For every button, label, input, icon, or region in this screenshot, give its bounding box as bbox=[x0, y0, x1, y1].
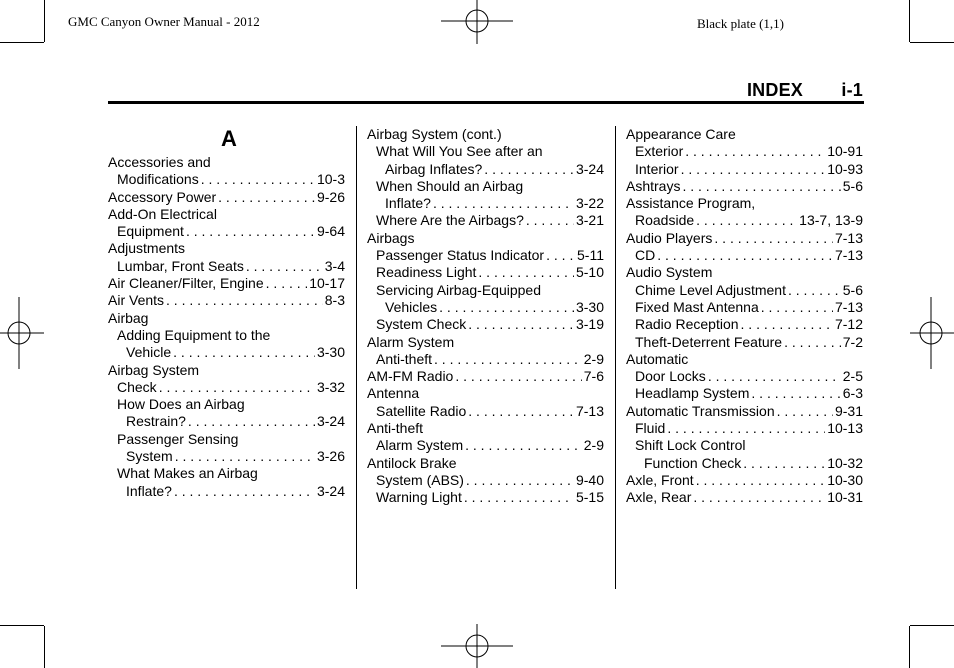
index-entry bbox=[367, 195, 604, 212]
page-number: i-1 bbox=[841, 80, 863, 100]
index-entry bbox=[367, 385, 604, 402]
index-entry-page-ref[interactable]: 7-13 bbox=[834, 229, 863, 246]
crop-mark bbox=[910, 42, 954, 43]
index-letter-heading: A bbox=[221, 126, 237, 151]
index-entry bbox=[626, 126, 863, 143]
index-entry-term: Anti-theft bbox=[367, 420, 424, 437]
index-entry-term: Automatic Transmission bbox=[626, 402, 775, 419]
index-entry-page-ref[interactable]: 3-24 bbox=[316, 413, 345, 430]
index-entry bbox=[108, 258, 345, 275]
index-entry-term: Airbag bbox=[108, 309, 149, 326]
index-entry-term: Check bbox=[117, 378, 157, 395]
dot-leader bbox=[788, 282, 841, 299]
index-entry-term: Accessory Power bbox=[108, 188, 217, 205]
index-entry-term: Adding Equipment to the bbox=[117, 326, 271, 343]
index-entry bbox=[626, 368, 863, 385]
index-entry bbox=[626, 264, 863, 281]
index-entry bbox=[626, 437, 863, 454]
index-entry-page-ref[interactable]: 3-22 bbox=[575, 195, 604, 212]
index-entry-page-ref[interactable]: 13-7, 13-9 bbox=[799, 212, 863, 229]
dot-leader bbox=[464, 489, 574, 506]
index-entry-term: What Will You See after an bbox=[376, 143, 543, 160]
registration-mark-icon bbox=[441, 0, 513, 44]
index-entry bbox=[108, 396, 345, 413]
index-entry bbox=[367, 264, 604, 281]
index-entry-page-ref[interactable]: 7-13 bbox=[834, 298, 863, 315]
registration-mark-icon bbox=[910, 297, 954, 369]
index-entry-page-ref[interactable]: 3-24 bbox=[316, 482, 345, 499]
index-entry-page-ref[interactable]: 7-6 bbox=[583, 368, 604, 385]
index-entry-term: Function Check bbox=[644, 454, 742, 471]
index-entry-term: Alarm System bbox=[376, 437, 464, 454]
dot-leader bbox=[433, 195, 574, 212]
index-entry-term: Accessories and bbox=[108, 154, 211, 170]
index-entry-term: Servicing Airbag-Equipped bbox=[376, 281, 541, 298]
index-entry-page-ref[interactable]: 10-13 bbox=[827, 420, 863, 437]
index-entry bbox=[626, 403, 863, 420]
index-entry-term: Audio System bbox=[626, 264, 713, 281]
dot-leader bbox=[466, 472, 574, 489]
index-entry-term: Satellite Radio bbox=[376, 402, 467, 419]
index-entry-term: Interior bbox=[635, 160, 679, 177]
index-entry-term: Fluid bbox=[635, 420, 666, 437]
dot-leader bbox=[434, 351, 582, 368]
index-entry-term: Passenger Status Indicator bbox=[376, 247, 545, 264]
index-entry bbox=[108, 327, 345, 344]
index-entry bbox=[367, 178, 604, 195]
index-entry-term: Alarm System bbox=[367, 333, 455, 350]
index-entry-page-ref[interactable]: 10-17 bbox=[309, 275, 345, 292]
index-entry bbox=[108, 292, 345, 309]
index-entry-page-ref[interactable]: 3-21 bbox=[575, 212, 604, 229]
index-entry-term: Fixed Mast Antenna bbox=[635, 298, 759, 315]
index-entry bbox=[108, 431, 345, 448]
index-entry bbox=[626, 230, 863, 247]
index-entry-term: Airbag Inflates? bbox=[385, 160, 483, 177]
index-entry-term: Headlamp System bbox=[635, 385, 750, 402]
index-entry bbox=[367, 316, 604, 333]
index-entry-page-ref[interactable]: 8-3 bbox=[324, 292, 345, 309]
index-entry bbox=[626, 143, 863, 160]
index-entry bbox=[626, 299, 863, 316]
index-entry-term: Modifications bbox=[117, 171, 199, 188]
index-entry bbox=[108, 223, 345, 240]
index-entry bbox=[367, 420, 604, 437]
index-entry-page-ref[interactable]: 3-19 bbox=[575, 316, 604, 333]
dot-leader bbox=[484, 161, 574, 178]
index-entry-page-ref[interactable]: 10-3 bbox=[316, 171, 345, 188]
dot-leader bbox=[175, 448, 315, 465]
index-entry bbox=[367, 437, 604, 454]
index-entry-term: Warning Light bbox=[376, 489, 462, 506]
index-entry-term: Equipment bbox=[117, 223, 184, 240]
dot-leader bbox=[696, 472, 825, 489]
index-entry bbox=[108, 483, 345, 500]
dot-leader bbox=[266, 275, 308, 292]
index-entry-term: Assistance Program, bbox=[626, 195, 756, 212]
index-entry bbox=[626, 247, 863, 264]
index-entry-term: Readiness Light bbox=[376, 264, 477, 281]
dot-leader bbox=[714, 230, 833, 247]
column-divider bbox=[615, 126, 616, 589]
index-entry bbox=[108, 240, 345, 257]
index-entry bbox=[626, 212, 863, 229]
index-entry-term: Vehicles bbox=[385, 298, 438, 315]
dot-leader bbox=[468, 403, 574, 420]
dot-leader bbox=[657, 247, 833, 264]
index-entry-term: When Should an Airbag bbox=[376, 177, 524, 194]
index-entry-term: Axle, Rear bbox=[626, 489, 692, 506]
index-entry bbox=[626, 351, 863, 368]
index-entry-page-ref[interactable]: 3-30 bbox=[575, 298, 604, 315]
dot-leader bbox=[166, 292, 323, 309]
index-column-2 bbox=[367, 126, 604, 507]
index-entry-term: Vehicle bbox=[126, 344, 172, 361]
registration-mark-icon bbox=[0, 297, 44, 369]
index-entry-term: Antilock Brake bbox=[367, 454, 457, 471]
index-entry bbox=[108, 344, 345, 361]
index-entry-page-ref[interactable]: 3-26 bbox=[316, 448, 345, 465]
index-entry-term: Air Cleaner/Filter, Engine bbox=[108, 275, 264, 292]
index-entry-page-ref[interactable]: 10-32 bbox=[827, 454, 863, 471]
index-entry-page-ref[interactable]: 5-10 bbox=[575, 264, 604, 281]
index-entry bbox=[367, 161, 604, 178]
index-entry-page-ref[interactable]: 10-31 bbox=[827, 489, 863, 506]
index-entry-page-ref[interactable]: 7-12 bbox=[834, 316, 863, 333]
index-entry-page-ref[interactable]: 3-4 bbox=[324, 257, 345, 274]
index-entry bbox=[108, 171, 345, 188]
index-entry-page-ref[interactable]: 2-9 bbox=[583, 350, 604, 367]
section-title: INDEX bbox=[746, 80, 803, 100]
dot-leader bbox=[743, 455, 825, 472]
index-entry-term: System Check bbox=[376, 316, 467, 333]
registration-mark-icon bbox=[441, 624, 513, 668]
index-entry-term: Lumbar, Front Seats bbox=[117, 257, 244, 274]
dot-leader bbox=[455, 368, 581, 385]
index-column-3 bbox=[626, 126, 863, 507]
index-entry-term: Exterior bbox=[635, 143, 684, 160]
index-entry bbox=[626, 282, 863, 299]
dot-leader bbox=[708, 368, 841, 385]
dot-leader bbox=[667, 420, 825, 437]
crop-mark bbox=[0, 42, 44, 43]
index-entry-term: Restrain? bbox=[126, 413, 186, 430]
index-column-1 bbox=[108, 126, 345, 500]
index-entry bbox=[108, 275, 345, 292]
index-entry bbox=[367, 489, 604, 506]
index-entry-page-ref[interactable]: 5-6 bbox=[842, 281, 863, 298]
index-entry-term: Appearance Care bbox=[626, 126, 736, 142]
dot-leader bbox=[693, 489, 825, 506]
index-entry-term: System bbox=[126, 448, 173, 465]
index-entry-term: Antenna bbox=[367, 385, 420, 402]
index-entry-term: Roadside bbox=[635, 212, 695, 229]
index-entry-page-ref[interactable]: 5-6 bbox=[842, 177, 863, 194]
dot-leader bbox=[159, 379, 315, 396]
index-entry bbox=[367, 368, 604, 385]
index-entry-page-ref[interactable]: 3-30 bbox=[316, 344, 345, 361]
index-entry-term: CD bbox=[635, 247, 656, 264]
running-head bbox=[747, 80, 863, 101]
index-entry bbox=[367, 247, 604, 264]
index-entry bbox=[367, 472, 604, 489]
index-entry bbox=[108, 310, 345, 327]
index-entry bbox=[367, 282, 604, 299]
manual-title: GMC Canyon Owner Manual - 2012 bbox=[68, 14, 260, 29]
dot-leader bbox=[682, 178, 840, 195]
index-entry-page-ref[interactable]: 6-3 bbox=[842, 385, 863, 402]
index-entry bbox=[367, 351, 604, 368]
column-divider bbox=[356, 126, 357, 589]
dot-leader bbox=[188, 413, 315, 430]
index-entry bbox=[108, 362, 345, 379]
dot-leader bbox=[751, 385, 840, 402]
dot-leader bbox=[218, 189, 315, 206]
index-entry-term: Passenger Sensing bbox=[117, 430, 239, 447]
dot-leader bbox=[761, 299, 833, 316]
index-entry-term: Chime Level Adjustment bbox=[635, 281, 786, 298]
index-entry bbox=[367, 455, 604, 472]
index-entry bbox=[108, 379, 345, 396]
index-entry bbox=[626, 455, 863, 472]
index-entry bbox=[367, 126, 604, 143]
index-entry-page-ref[interactable]: 9-64 bbox=[316, 223, 345, 240]
dot-leader bbox=[685, 143, 825, 160]
index-entry bbox=[108, 413, 345, 430]
index-entry-term: Where Are the Airbags? bbox=[376, 212, 524, 229]
dot-leader bbox=[246, 258, 323, 275]
crop-mark bbox=[909, 0, 910, 42]
index-entry-page-ref[interactable]: 2-9 bbox=[583, 437, 604, 454]
dot-leader bbox=[784, 334, 841, 351]
dot-leader bbox=[465, 437, 582, 454]
index-entry-page-ref[interactable]: 5-11 bbox=[577, 247, 604, 264]
index-entry-term: Anti-theft bbox=[376, 350, 433, 367]
index-entry bbox=[626, 178, 863, 195]
index-entry bbox=[626, 420, 863, 437]
index-entry-page-ref[interactable]: 7-2 bbox=[842, 333, 863, 350]
dot-leader bbox=[186, 223, 315, 240]
index-entry-term: Automatic bbox=[626, 350, 689, 367]
index-entry-term: Axle, Front bbox=[626, 471, 694, 488]
index-entry-page-ref[interactable]: 7-13 bbox=[575, 402, 604, 419]
index-entry bbox=[367, 403, 604, 420]
index-entry-page-ref[interactable]: 2-5 bbox=[842, 368, 863, 385]
index-entry-page-ref[interactable]: 10-30 bbox=[827, 471, 863, 488]
index-entry-term: Theft-Deterrent Feature bbox=[635, 333, 783, 350]
index-entry bbox=[108, 448, 345, 465]
index-entry bbox=[367, 230, 604, 247]
index-entry bbox=[626, 195, 863, 212]
index-entry-term: Audio Players bbox=[626, 229, 713, 246]
crop-mark bbox=[44, 0, 45, 42]
index-entry bbox=[626, 316, 863, 333]
index-entry-term: How Does an Airbag bbox=[117, 396, 245, 413]
index-entry-term: Airbag System (cont.) bbox=[367, 126, 502, 142]
plate-label: Black plate (1,1) bbox=[697, 16, 784, 31]
index-entry bbox=[626, 334, 863, 351]
crop-mark bbox=[44, 626, 45, 668]
index-entry-term: Airbags bbox=[367, 229, 415, 246]
index-entry-term: Ashtrays bbox=[626, 177, 681, 194]
header-rule bbox=[108, 101, 864, 104]
index-entry bbox=[108, 189, 345, 206]
index-entry-page-ref[interactable]: 3-32 bbox=[316, 378, 345, 395]
dot-leader bbox=[777, 403, 833, 420]
index-entry-page-ref[interactable]: 10-93 bbox=[827, 160, 863, 177]
dot-leader bbox=[478, 264, 574, 281]
dot-leader bbox=[174, 483, 315, 500]
index-entry-term: Inflate? bbox=[385, 195, 431, 212]
index-entry-term: Shift Lock Control bbox=[635, 437, 746, 454]
index-entry-term: Radio Reception bbox=[635, 316, 739, 333]
index-entry-term: System (ABS) bbox=[376, 471, 464, 488]
dot-leader bbox=[173, 344, 315, 361]
index-entry bbox=[367, 212, 604, 229]
index-entry-page-ref[interactable]: 3-24 bbox=[575, 160, 604, 177]
crop-mark bbox=[909, 626, 910, 668]
index-entry-page-ref[interactable]: 9-40 bbox=[575, 471, 604, 488]
index-entry bbox=[626, 489, 863, 506]
dot-leader bbox=[468, 316, 574, 333]
index-entry-term: AM-FM Radio bbox=[367, 368, 454, 385]
index-entry-page-ref[interactable]: 9-26 bbox=[316, 188, 345, 205]
dot-leader bbox=[696, 212, 797, 229]
index-entry bbox=[108, 465, 345, 482]
index-entry bbox=[367, 143, 604, 160]
dot-leader bbox=[546, 247, 575, 264]
index-entry-term: Door Locks bbox=[635, 368, 706, 385]
index-entry-page-ref[interactable]: 10-91 bbox=[827, 143, 863, 160]
index-entry-term: Adjustments bbox=[108, 240, 186, 257]
index-entry-term: Air Vents bbox=[108, 292, 165, 309]
dot-leader bbox=[526, 212, 574, 229]
dot-leader bbox=[681, 161, 826, 178]
index-entry-term: Inflate? bbox=[126, 482, 172, 499]
dot-leader bbox=[201, 171, 315, 188]
index-entry-term: Add-On Electrical bbox=[108, 205, 217, 222]
crop-mark bbox=[910, 625, 954, 626]
index-entry bbox=[626, 472, 863, 489]
dot-leader bbox=[741, 316, 833, 333]
index-entry-term: Airbag System bbox=[108, 361, 200, 378]
index-entry-term: What Makes an Airbag bbox=[117, 465, 258, 482]
index-entry-page-ref[interactable]: 7-13 bbox=[834, 247, 863, 264]
index-entry-page-ref[interactable]: 9-31 bbox=[834, 402, 863, 419]
index-entry bbox=[108, 154, 345, 171]
dot-leader bbox=[439, 299, 574, 316]
crop-mark bbox=[0, 625, 44, 626]
index-entry bbox=[108, 206, 345, 223]
index-entry bbox=[626, 385, 863, 402]
index-entry bbox=[367, 334, 604, 351]
index-entry-page-ref[interactable]: 5-15 bbox=[575, 489, 604, 506]
index-entry bbox=[367, 299, 604, 316]
index-entry bbox=[626, 161, 863, 178]
